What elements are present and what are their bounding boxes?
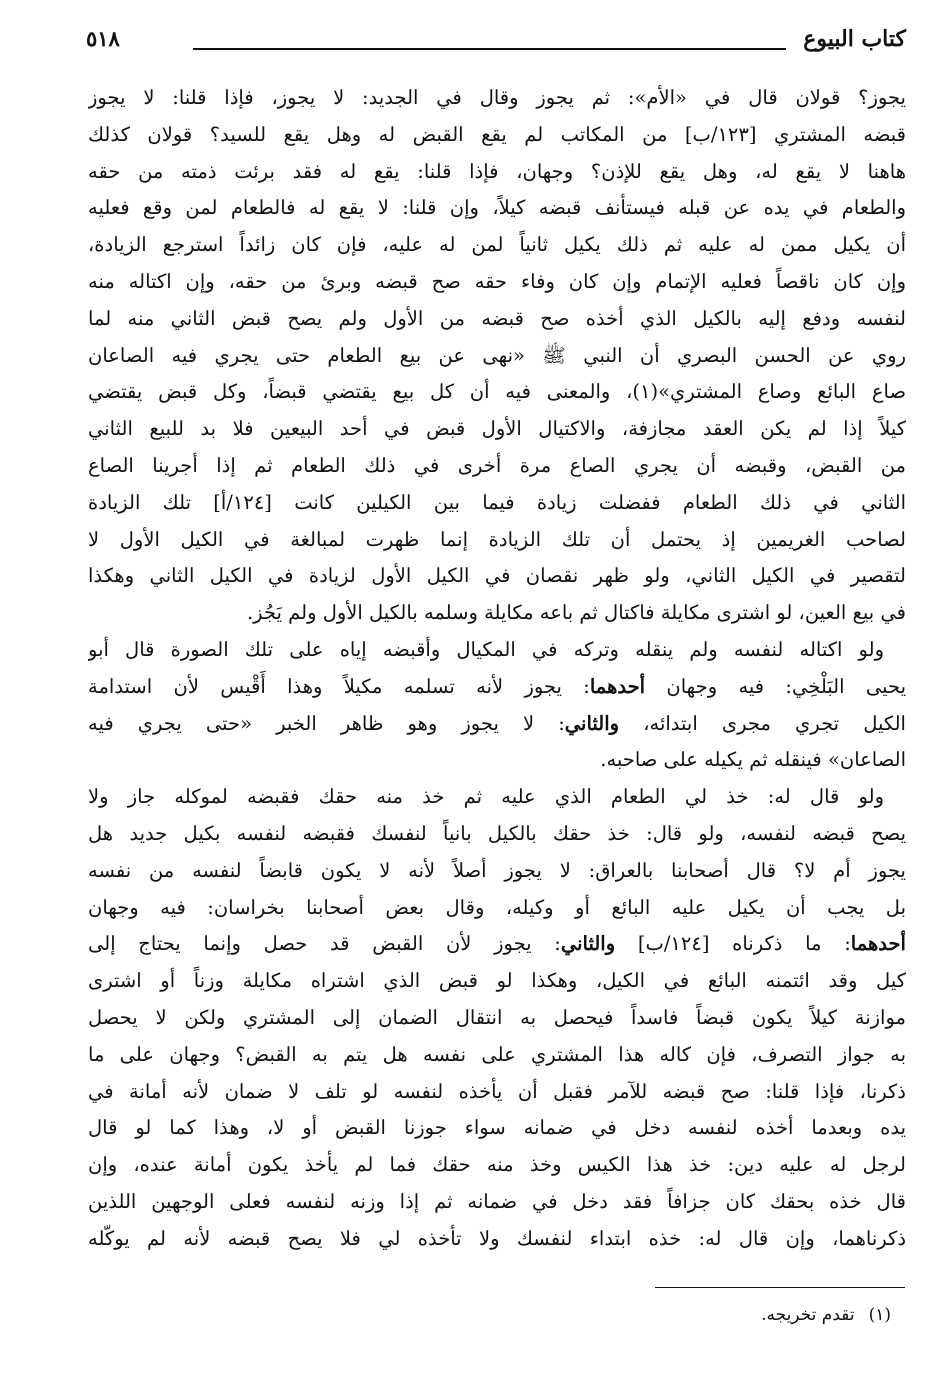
text-line <box>88 1000 906 1037</box>
header-rule <box>193 48 786 50</box>
text-segment: : ما ذكرناه [١٢٤/ب] <box>615 932 851 956</box>
page-header <box>86 26 906 60</box>
text-line <box>88 80 906 117</box>
footnote <box>761 1305 891 1325</box>
text-segment: ولو قال له: خذ لي الطعام الذي عليه ثم خذ منه حقك فقبضه لموكله جاز ولا <box>88 785 884 809</box>
text-line <box>88 963 906 1000</box>
text-segment: هاهنا لا يقع له، وهل يقع للإذن؟ وجهان، فإذا قلنا: يقع له فقد برئت ذمته من حقه <box>88 159 906 183</box>
bold-term: أحدهما <box>589 674 646 698</box>
text-segment: لتقصير في الكيل الثاني، ولو ظهر نقصان في الكيل الأول لزيادة في الكيل الثاني وهكذا <box>88 564 906 588</box>
main-text <box>88 80 906 1258</box>
text-segment: ذكرنا، فإذا قلنا: صح قبضه للآمر فقبل أن يأخذه لنفسه لو تلف لا ضمان لأنه أمانة في <box>88 1079 906 1103</box>
text-segment: يجوز أم لا؟ قال أصحابنا بالعراق: لا يجوز أصلاً لأنه لا يكون قابضاً لنفسه من نفسه <box>88 858 906 882</box>
bold-term: أحدهما <box>850 932 906 956</box>
text-segment: الكيل تجري مجرى ابتدائه، <box>619 711 906 735</box>
text-segment: صاع البائع وصاع المشتري»(١)، والمعنى فيه أن كل بيع يقتضي قبضاً، وكل قبض يقتضي <box>88 380 906 404</box>
text-segment: يصح قبضه لنفسه، ولو قال: خذ حقك بالكيل بانياً لنفسك فقبضه لنفسه بكيل جديد هل <box>88 821 906 845</box>
text-line <box>88 1110 906 1147</box>
text-segment: في بيع العين، لو اشترى مكايلة فاكتال ثم باعه مكايلة وسلمه بالكيل الأول ولم يَجُز. <box>246 601 906 625</box>
text-line <box>88 338 906 375</box>
text-segment: لنفسه ودفع إليه بالكيل الذي أخذه صح قبضه من الأول ولم يصح قبض الثاني منه لما <box>88 306 906 330</box>
text-line <box>88 706 906 743</box>
text-segment: وإن كان ناقصاً فعليه الإتمام وإن كان وفاء حقه صح قبضه وبرئ من حقه، وإن اكتاله منه <box>88 269 906 293</box>
text-segment: ذكرناهما، وإن قال له: خذه ابتداء لنفسك ولا تأخذه لي فلا يصح قبضه لأنه لم يوكّله <box>88 1226 906 1250</box>
text-segment: يجوز؟ قولان قال في «الأم»: ثم يجوز وقال في الجديد: لا يجوز، فإذا قلنا: لا يجوز <box>88 86 906 109</box>
bold-term: والثاني <box>564 711 620 735</box>
text-line <box>88 742 906 779</box>
text-segment: ولو اكتاله لنفسه ولم ينقله وتركه في المكيال وأقبضه إياه على تلك الصورة قال أبو <box>88 637 884 661</box>
footnote-text: تقدم تخريجه. <box>761 1305 855 1325</box>
text-line <box>88 485 906 522</box>
text-line <box>88 926 906 963</box>
text-line <box>88 558 906 595</box>
text-line <box>88 190 906 227</box>
text-segment: كيل وقد ائتمنه البائع في الكيل، وهكذا لو قبض الذي اشتراه مكايلة وزناً أو اشترى <box>88 969 906 993</box>
text-line <box>88 264 906 301</box>
text-segment: يحيى البَلْخِي: فيه وجهان <box>645 674 906 698</box>
text-line <box>88 595 906 632</box>
text-segment: الصاعان» فينقله ثم يكيله على صاحبه. <box>600 748 906 772</box>
text-line <box>88 154 906 191</box>
text-segment: الثاني في ذلك الطعام ففضلت زيادة فيما بين الكيلين كانت [١٢٤/أ] تلك الزيادة <box>88 490 906 514</box>
text-line <box>88 522 906 559</box>
text-line <box>88 374 906 411</box>
page-number: ٥١٨ <box>86 26 120 51</box>
text-line <box>88 1074 906 1111</box>
bold-term: والثاني <box>560 932 616 956</box>
text-line <box>88 1037 906 1074</box>
text-segment: لصاحب الغريمين إذ يحتمل أن تلك الزيادة إنما ظهرت لمبالغة في الكيل الأول لا <box>88 527 906 551</box>
text-segment: روي عن الحسن البصري أن النبي ﷺ «نهى عن بيع الطعام حتى يجري فيه الصاعان <box>88 343 906 367</box>
text-segment: يده وبعدما أخذه لنفسه دخل في ضمانه سواء جوزنا القبض أو لا، وهذا كما لو قال <box>88 1116 906 1140</box>
text-line <box>88 301 906 338</box>
text-line <box>88 816 906 853</box>
text-segment: لرجل له عليه دين: خذ هذا الكيس وخذ منه حقك فما لم يأخذ يكون أمانة عنده، وإن <box>88 1153 906 1177</box>
text-segment: : يجوز لأن القبض قد حصل وإنما يحتاج إلى <box>88 932 561 956</box>
text-line <box>88 890 906 927</box>
text-segment: من القبض، وقبضه أن يجري الصاع مرة أخرى في ذلك الطعام ثم إذا أجرينا الصاع <box>88 453 906 477</box>
text-segment: قال خذه بحقك كان جزافاً فقد دخل في ضمانه ثم إذا وزنه لنفسه فعلى الوجهين اللذين <box>88 1189 906 1213</box>
text-line <box>88 448 906 485</box>
text-segment: : يجوز لأنه تسلمه مكيلاً وهذا أَقْيس لأن استدامة <box>88 674 590 698</box>
text-line <box>88 1184 906 1221</box>
text-segment: كيلاً إذا لم يكن العقد مجازفة، والاكتيال الأول قبض في أحد البيعين فلا بد للبيع الثاني <box>88 417 906 441</box>
text-segment: : لا يجوز وهو ظاهر الخبر «حتى يجري فيه <box>88 711 565 735</box>
text-segment: موازنة كيلاً يكون قبضاً فاسداً فيحصل به انتقال الضمان إلى المشتري ولكن لا يحصل <box>88 1005 906 1029</box>
text-line <box>88 1221 906 1258</box>
text-segment: قبضه المشتري [١٢٣/ب] من المكاتب لم يقع القبض له وهل يقع للسيد؟ قولان كذلك <box>88 122 906 146</box>
footnote-number: (١) <box>868 1305 891 1325</box>
text-line <box>88 853 906 890</box>
text-segment: أن يكيل ممن له عليه ثم ذلك يكيل ثانياً لمن له عليه، فإن كان زائداً استرجع الزيادة، <box>88 233 906 257</box>
chapter-title: كتاب البيوع <box>803 26 906 52</box>
text-segment: به جواز التصرف، فإن كاله هذا المشتري على نفسه هل يتم به القبض؟ وجهان على ما <box>88 1042 906 1066</box>
text-line <box>88 117 906 154</box>
text-line <box>88 779 906 816</box>
text-line <box>88 1147 906 1184</box>
text-segment: والطعام في يده عن قبله فيستأنف قبضه كيلاً، وإن قلنا: لا يقع له فالطعام لمن وقع فعليه <box>88 196 906 220</box>
text-line <box>88 227 906 264</box>
footnote-separator <box>655 1287 905 1288</box>
text-line <box>88 411 906 448</box>
text-line <box>88 669 906 706</box>
text-line <box>88 632 906 669</box>
text-segment: بل يجب أن يكيل عليه البائع أو وكيله، وقال بعض أصحابنا بخراسان: فيه وجهان <box>88 895 906 919</box>
